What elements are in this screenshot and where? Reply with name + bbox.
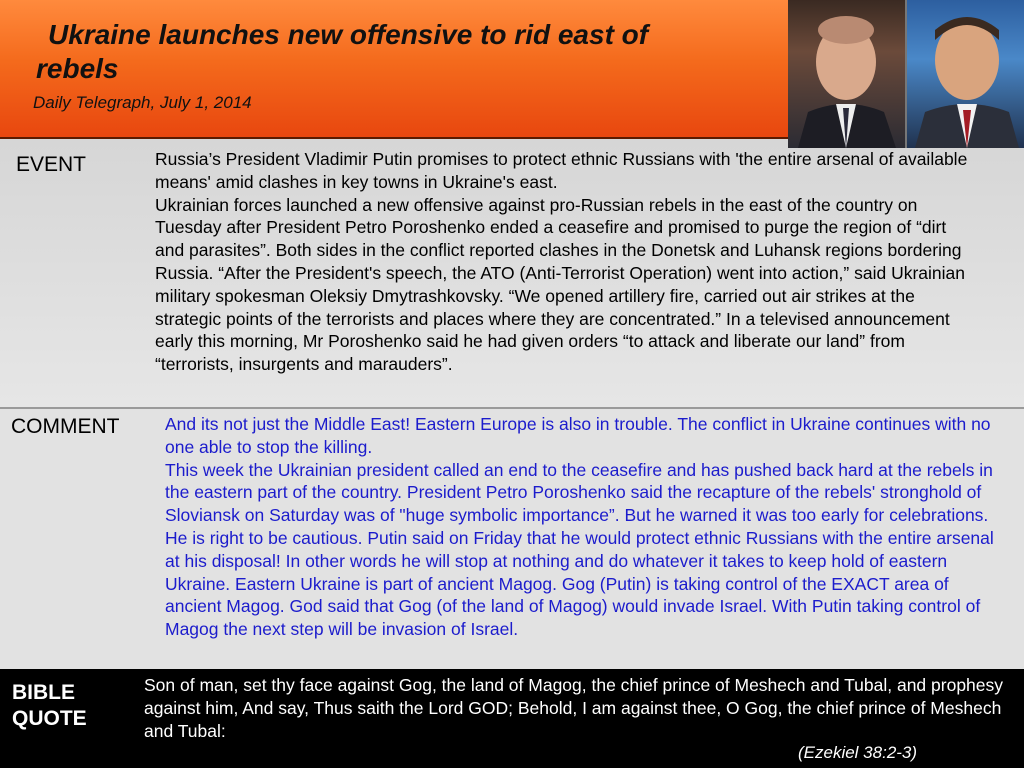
bible-quote-row: [0, 669, 1024, 768]
title-line-1: Ukraine launches new offensive to rid east of: [48, 19, 649, 50]
poroshenko-photo: [907, 0, 1024, 148]
bible-reference: (Ezekiel 38:2-3): [798, 743, 918, 762]
comment-paragraph-2: This week the Ukrainian president called an end to the ceasefire and has pushed back hard at the rebels in the eastern part of the country. President Petro Poroshenko said the recapture of the rebels' stronghold of Sloviansk on Saturday was of "huge symbolic importance”. But he warned it was too early for celebrations. He is right to be cautious. Putin said on Friday that he would protect ethnic Russians with the entire arsenal at his disposal! In other words he will stop at nothing and do whatever it takes to keep hold of eastern Ukraine. Eastern Ukraine is part of ancient Magog. Gog (Putin) is taking control of the EXACT area of ancient Magog. God said that Gog (of the land of Magog) would invade Israel. With Putin taking control of Magog the next step will be invasion of Israel.: [165, 459, 994, 640]
event-paragraph-2: Ukrainian forces launched a new offensive against pro-Russian rebels in the east of the country on Tuesday after President Petro Poroshenko ended a ceasefire and promised to purge the region of “dirt and parasites”. Both sides in the conflict reported clashes in the Donetsk and Luhansk regions bordering Russia. “After the President's speech, the ATO (Anti-Terrorist Operation) went into action,” said Ukrainian military spokesman Oleksiy Dmytrashkovsky. “We opened artillery fire, carried out air strikes at the strategic points of the terrorists and places where they are concentrated.” In a televised announcement early this morning, Mr Poroshenko said he had given orders “to attack and liberate our land” from “terrorists, insurgents and marauders”.: [155, 194, 965, 375]
portrait-image: [788, 0, 905, 148]
source-subtitle: Daily Telegraph, July 1, 2014: [33, 93, 252, 112]
event-label: EVENT: [16, 153, 87, 176]
event-row: [0, 139, 1024, 409]
leader-photos: [788, 0, 1024, 148]
page-title: [36, 18, 776, 86]
comment-paragraph-1: And its not just the Middle East! Eastern Europe is also in trouble. The conflict in Ukraine continues with no one able to stop the killing.: [165, 414, 991, 457]
comment-label: COMMENT: [11, 415, 120, 438]
putin-photo: [788, 0, 907, 148]
event-text: [155, 148, 975, 376]
bible-quote-label: [12, 680, 122, 732]
bible-quote-text: Son of man, set thy face against Gog, the land of Magog, the chief prince of Meshech and Tubal, and prophesy against him, And say, Thus saith the Lord GOD; Behold, I am against thee, O Gog, the chief prince of Meshech and Tubal:: [144, 675, 1004, 741]
bible-label-line-1: BIBLE: [12, 681, 75, 704]
portrait-image: [907, 0, 1024, 148]
event-paragraph-1: Russia’s President Vladimir Putin promises to protect ethnic Russians with 'the entire arsenal of available means' amid clashes in key towns in Ukraine's east.: [155, 149, 968, 192]
comment-row: [0, 409, 1024, 669]
comment-text: [165, 413, 995, 641]
title-line-2: rebels: [36, 53, 119, 84]
bible-label-line-2: QUOTE: [12, 707, 87, 730]
